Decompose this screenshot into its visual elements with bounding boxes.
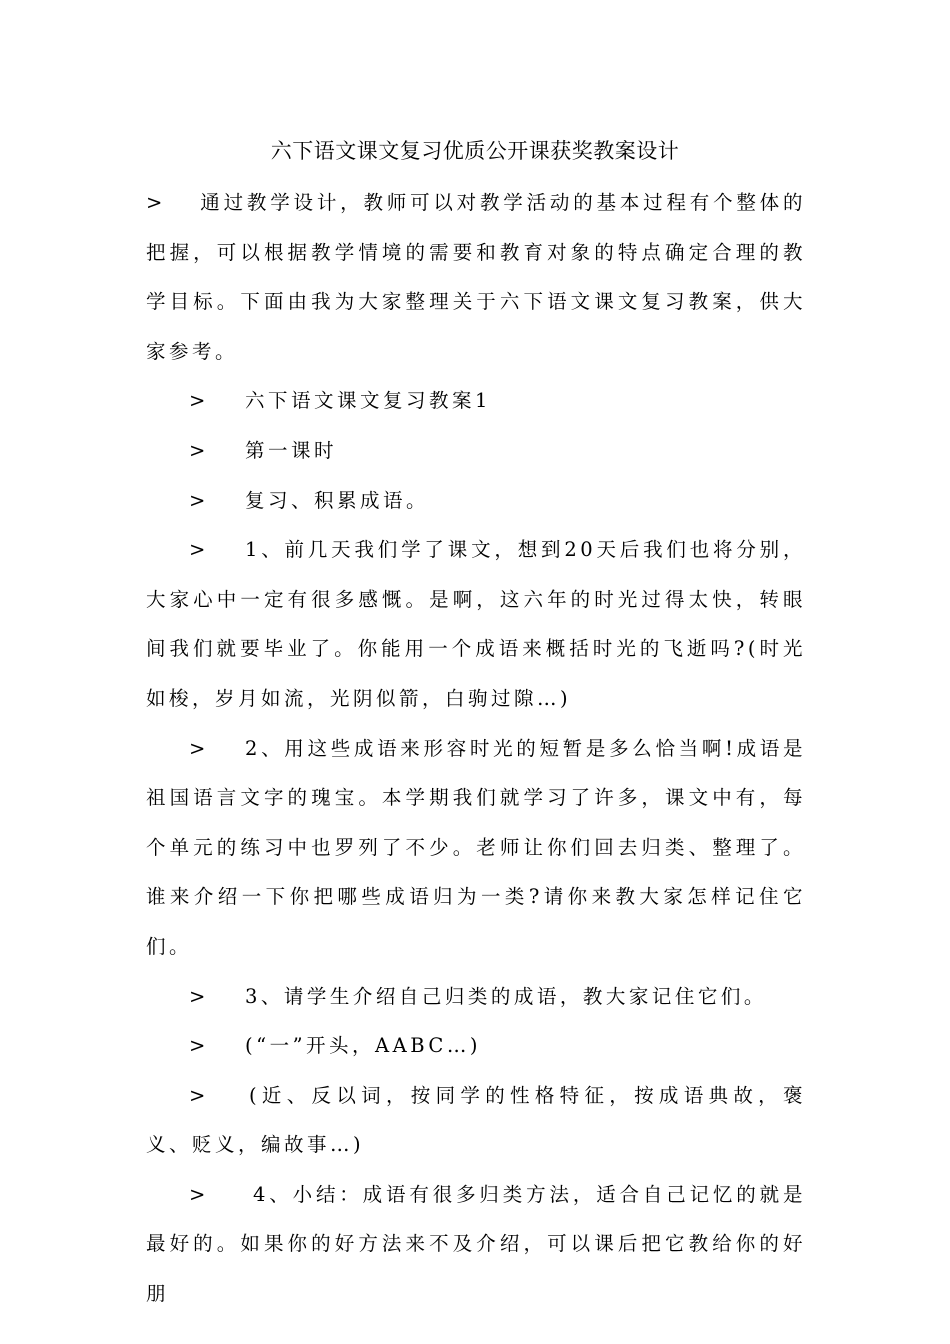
chevron-right-icon: >: [189, 736, 206, 760]
document-title: 六下语文课文复习优质公开课获奖教案设计: [270, 139, 680, 163]
chevron-right-icon: >: [189, 1083, 206, 1107]
paragraph-intro: [146, 178, 806, 376]
paragraph-step-4: [146, 1170, 806, 1319]
paragraph-text: (“一”开头，AABC…): [245, 1034, 481, 1058]
chevron-right-icon: >: [189, 984, 206, 1008]
paragraph-text: 1、前几天我们学了课文，想到20天后我们也将分别，大家心中一定有很多感慨。是啊，这六年的时光过得太快，转眼间我们就要毕业了。你能用一个成语来概括时光的飞逝吗?(时光如梭，岁月如流，光阴似箭，白驹过隙…): [146, 538, 806, 710]
paragraph-heading: [146, 376, 806, 426]
paragraph-text: (近、反以词，按同学的性格特征，按成语典故，褒义、贬义，编故事…): [146, 1083, 806, 1157]
paragraph-text: 3、请学生介绍自己归类的成语，教大家记住它们。: [245, 984, 767, 1008]
chevron-right-icon: >: [189, 1182, 206, 1206]
chevron-right-icon: >: [189, 538, 206, 562]
chevron-right-icon: >: [146, 191, 163, 214]
document-body: [146, 178, 806, 1319]
chevron-right-icon: >: [189, 488, 206, 512]
paragraph-note-1: [146, 1021, 806, 1071]
paragraph-text: 复习、积累成语。: [245, 488, 430, 512]
paragraph-topic: [146, 476, 806, 526]
paragraph-text: 六下语文课文复习教案1: [245, 389, 491, 413]
paragraph-note-2: [146, 1071, 806, 1170]
paragraph-step-3: [146, 972, 806, 1022]
paragraph-lesson: [146, 426, 806, 476]
paragraph-step-2: [146, 724, 806, 972]
chevron-right-icon: >: [189, 389, 206, 413]
paragraph-step-1: [146, 525, 806, 723]
paragraph-text: 第一课时: [245, 438, 338, 462]
chevron-right-icon: >: [189, 1034, 206, 1058]
paragraph-text: 通过教学设计，教师可以对教学活动的基本过程有个整体的把握，可以根据教学情境的需要和教育对象的特点确定合理的教学目标。下面由我为大家整理关于六下语文课文复习教案，供大家参考。: [146, 191, 806, 363]
paragraph-text: 4、小结：成语有很多归类方法，适合自己记忆的就是最好的。如果你的好方法来不及介绍，可以课后把它教给你的好朋: [146, 1182, 806, 1306]
chevron-right-icon: >: [189, 438, 206, 462]
paragraph-text: 2、用这些成语来形容时光的短暂是多么恰当啊!成语是祖国语言文字的瑰宝。本学期我们就学习了许多，课文中有，每个单元的练习中也罗列了不少。老师让你们回去归类、整理了。谁来介绍一下你把哪些成语归为一类?请你来教大家怎样记住它们。: [146, 736, 806, 958]
